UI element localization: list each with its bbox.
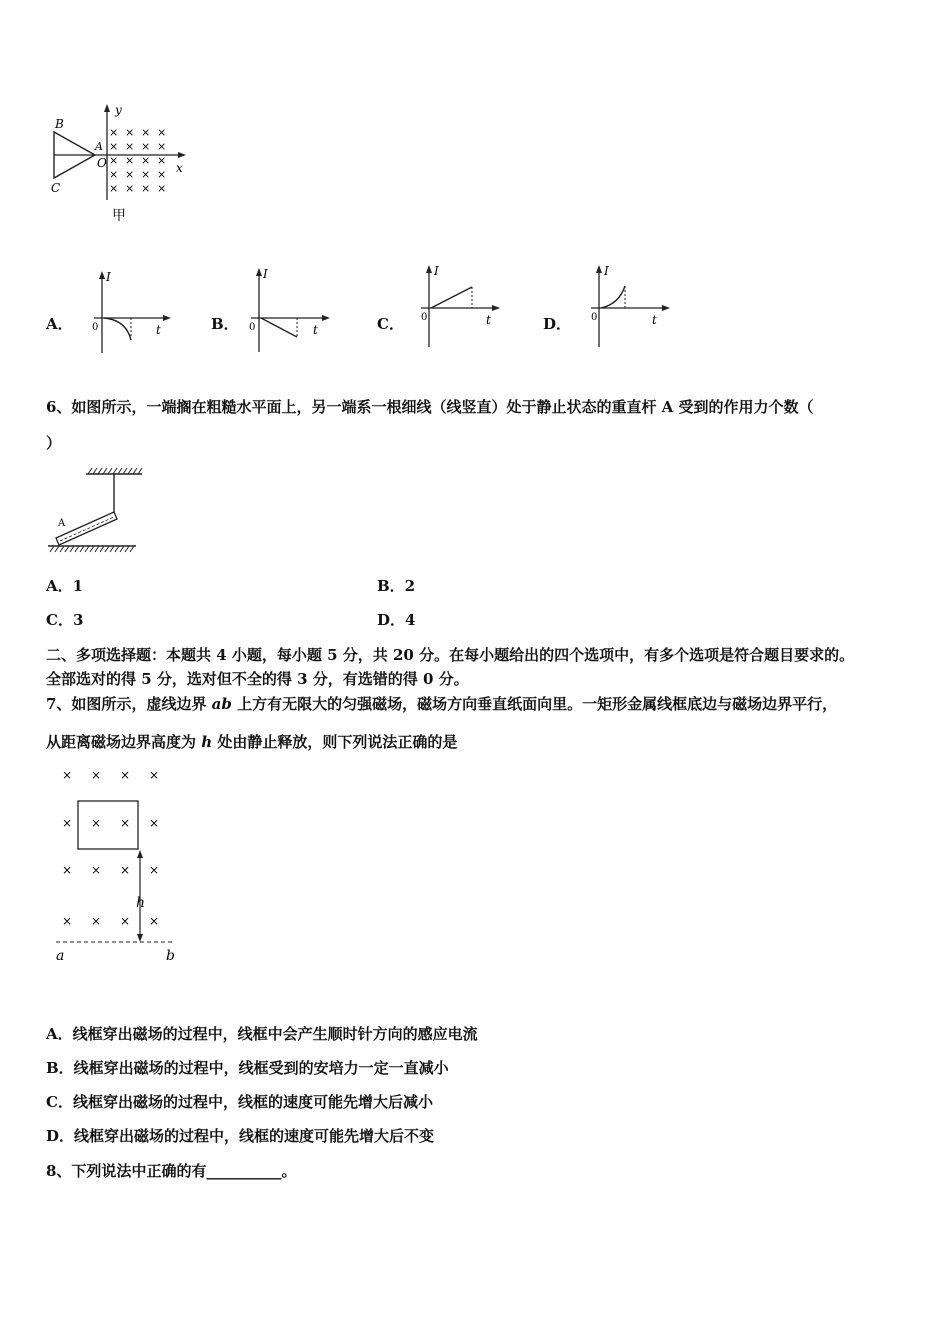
caption-jia: 甲	[112, 208, 126, 224]
q7-stem-line1	[46, 693, 837, 714]
field-mark: ×	[157, 126, 167, 139]
q5-graph-d	[585, 262, 675, 352]
field-mark: ×	[109, 126, 119, 139]
field-mark: ×	[62, 768, 73, 782]
figure-jia	[40, 100, 200, 225]
graph-b-origin: 0	[249, 322, 256, 333]
label-c: C	[51, 181, 61, 195]
q7-ab: ab	[211, 695, 232, 713]
label-o: O	[97, 156, 107, 170]
q7-option-d[interactable]: D．线框穿出磁场的过程中，线框的速度可能先增大后不变	[46, 1127, 435, 1145]
field-mark: ×	[157, 154, 167, 167]
ground-hatch	[50, 546, 134, 552]
q5-graph-a	[88, 268, 173, 358]
graph-c-axis-i: I	[434, 264, 439, 278]
field-mark: ×	[141, 154, 151, 167]
q8-stem	[46, 1160, 296, 1181]
q6-figure	[44, 466, 144, 554]
field-mark: ×	[141, 126, 151, 139]
field-mark: ×	[62, 816, 73, 830]
q7-stem-line2-a: 从距离磁场边界高度为	[46, 733, 202, 751]
field-mark: ×	[141, 140, 151, 153]
graph-a-axis-t: t	[156, 323, 161, 337]
field-mark: ×	[125, 154, 135, 167]
field-mark: ×	[91, 768, 102, 782]
q6-stem-line2: ）	[46, 434, 62, 452]
graph-b-line	[261, 318, 297, 337]
field-mark: ×	[125, 182, 135, 195]
x-arrow	[178, 152, 186, 158]
q7-h: h	[201, 733, 213, 751]
q7-stem-line2-b: 处由静止释放，则下列说法正确的是	[212, 733, 458, 751]
graph-c-line	[431, 287, 472, 308]
field-mark: ×	[109, 140, 119, 153]
q6-option-b[interactable]: B．2	[377, 577, 416, 595]
graph-c-axis-t: t	[486, 313, 491, 327]
field-mark: ×	[149, 914, 160, 928]
rod-label: A	[58, 518, 66, 529]
field-mark: ×	[141, 182, 151, 195]
q7-option-a[interactable]: A．线框穿出磁场的过程中，线框中会产生顺时针方向的感应电流	[46, 1025, 478, 1043]
label-b: B	[55, 117, 64, 131]
q7-option-b[interactable]: B．线框穿出磁场的过程中，线框受到的安培力一定一直减小	[46, 1059, 449, 1077]
field-mark: ×	[62, 914, 73, 928]
label-x: x	[176, 161, 183, 175]
field-mark: ×	[125, 140, 135, 153]
q6-option-a[interactable]: A．1	[46, 577, 84, 595]
graph-d-axis-i: I	[604, 264, 609, 278]
field-mark: ×	[91, 914, 102, 928]
q6-stem-line1: 6、如图所示，一端搁在粗糙水平面上，另一端系一根细线（线竖直）处于静止状态的重直杆 A 受到的作用力个数（	[46, 398, 814, 416]
field-mark: ×	[157, 168, 167, 181]
graph-b-axis-i: I	[263, 267, 268, 281]
graph-c-origin: 0	[421, 312, 428, 323]
section2-line1: 二、多项选择题：本题共 4 小题，每小题 5 分，共 20 分。在每小题给出的四个选项中，有多个选项是符合题目要求的。	[46, 646, 855, 664]
q8-blank[interactable]: __________	[206, 1162, 282, 1180]
graph-b-axis-t: t	[313, 323, 318, 337]
label-a-boundary: a	[56, 948, 65, 964]
graph-d-curve	[601, 286, 625, 308]
q7-option-c[interactable]: C．线框穿出磁场的过程中，线框的速度可能先增大后减小	[46, 1093, 433, 1111]
field-mark: ×	[141, 168, 151, 181]
q5-option-b-label[interactable]: B．	[211, 315, 239, 333]
q7-figure	[48, 762, 188, 967]
q8-stem-text: 8、下列说法中正确的有	[46, 1162, 207, 1180]
field-mark: ×	[125, 168, 135, 181]
field-mark: ×	[120, 816, 131, 830]
field-mark: ×	[62, 863, 73, 877]
graph-d-origin: 0	[591, 312, 598, 323]
q5-graph-c	[415, 262, 505, 352]
q5-option-c-label[interactable]: C．	[377, 315, 404, 333]
label-h: h	[136, 895, 146, 911]
q5-option-a-label[interactable]: A．	[46, 315, 73, 333]
field-mark: ×	[149, 863, 160, 877]
field-mark: ×	[149, 768, 160, 782]
q8-stem-end: 。	[281, 1162, 297, 1180]
label-a: A	[95, 140, 103, 153]
q5-graph-b	[245, 265, 335, 355]
field-mark: ×	[109, 182, 119, 195]
label-b-boundary: b	[166, 948, 175, 964]
field-mark: ×	[109, 168, 119, 181]
ceiling-hatch	[88, 468, 142, 474]
graph-a-curve	[104, 318, 131, 340]
q6-option-d[interactable]: D．4	[377, 611, 416, 629]
field-mark: ×	[120, 863, 131, 877]
q6-option-c[interactable]: C．3	[46, 611, 84, 629]
section2-line2: 全部选对的得 5 分，选对但不全的得 3 分，有选错的得 0 分。	[46, 670, 469, 688]
graph-a-origin: 0	[92, 322, 99, 333]
graph-a-axis-i: I	[106, 270, 111, 284]
field-mark: ×	[91, 816, 102, 830]
graph-d-axis-t: t	[652, 313, 657, 327]
field-mark: ×	[157, 140, 167, 153]
field-mark: ×	[125, 126, 135, 139]
field-mark: ×	[157, 182, 167, 195]
y-arrow	[104, 104, 110, 112]
q7-stem-line2	[46, 731, 457, 752]
field-mark: ×	[120, 768, 131, 782]
magnetic-field-marks	[109, 126, 166, 195]
field-mark: ×	[120, 914, 131, 928]
field-mark: ×	[91, 863, 102, 877]
label-y: y	[115, 103, 122, 117]
q5-option-d-label[interactable]: D．	[543, 315, 572, 333]
q7-stem-line1-a: 7、如图所示，虚线边界	[46, 695, 212, 713]
q7-stem-line1-b: 上方有无限大的匀强磁场，磁场方向垂直纸面向里。一矩形金属线框底边与磁场边界平行，	[231, 695, 838, 713]
field-mark: ×	[149, 816, 160, 830]
field-mark: ×	[109, 154, 119, 167]
